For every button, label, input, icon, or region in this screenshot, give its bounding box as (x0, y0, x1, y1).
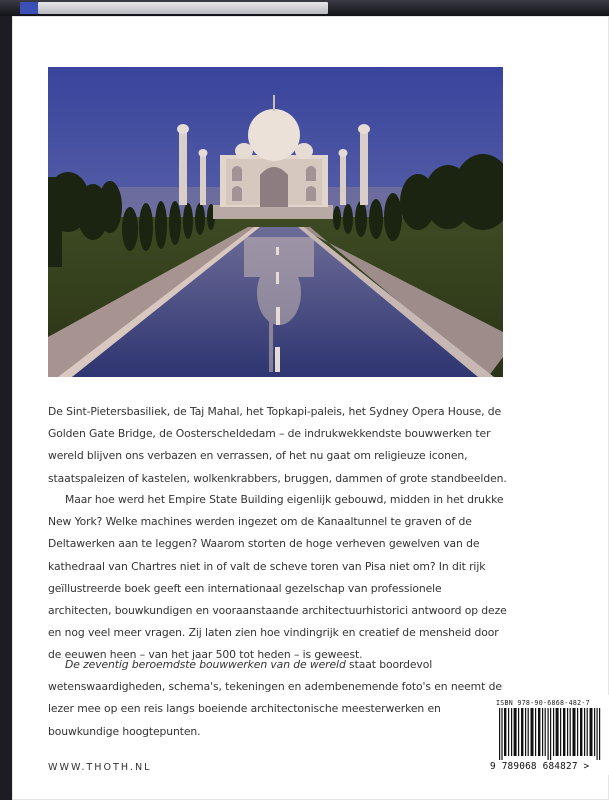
protective-strip (38, 2, 328, 14)
closing-paragraph (48, 654, 508, 743)
top-edge (0, 0, 609, 16)
body-paragraph (48, 489, 508, 667)
intro-paragraph: De Sint-Pietersbasiliek, de Taj Mahal, het Topkapi-paleis, het Sydney Opera House, de Golden Gate Bridge, de Oosterscheldedam – de indrukwekkendste bouwwerken ter wereld blijven ons verbazen en verrassen, of het nu gaat om religieuze iconen, staatspaleizen of kastelen, wolkenkrabbers, bruggen, dammen of grote standbeelden. (48, 405, 507, 485)
barcode-number: 9 789068 684827 > (490, 761, 590, 772)
closing-paragraph-text: staat boordevol wetenswaardigheden, schema's, tekeningen en adembenemende foto's en neemt de lezer mee op een reis langs boeiende architectonische meesterwerken en bouwkundige hoogtepunten. (48, 658, 502, 738)
taj-mahal-photo (48, 67, 503, 377)
isbn-label: ISBN 978-90-6868-482-7 (496, 699, 590, 707)
publisher-website[interactable]: WWW.THOTH.NL (48, 762, 152, 773)
spine-accent (20, 2, 38, 14)
book-title: De zeventig beroemdste bouwwerken van de wereld (65, 658, 346, 671)
barcode-icon (499, 708, 603, 760)
body-paragraph-text: Maar hoe werd het Empire State Building eigenlijk gebouwd, midden in het drukke New York? Welke machines werden ingezet om de Kanaaltunnel te graven of de Deltawerken aan te leggen? Waarom storten de hoge verheven gewelven van de kathedraal van Chartres niet in of valt de scheve toren van Pisa niet om? In dit rijk geïllustreerde boek geeft een internationaal gezelschap van professionele architecten, bouwkundigen en vooraanstaande architectuurhistorici antwoord op deze en nog veel meer vragen. Zij laten zien hoe vindingrijk en creatief de mensheid door de eeuwen heen – van het jaar 500 tot heden – is geweest. (48, 493, 507, 662)
